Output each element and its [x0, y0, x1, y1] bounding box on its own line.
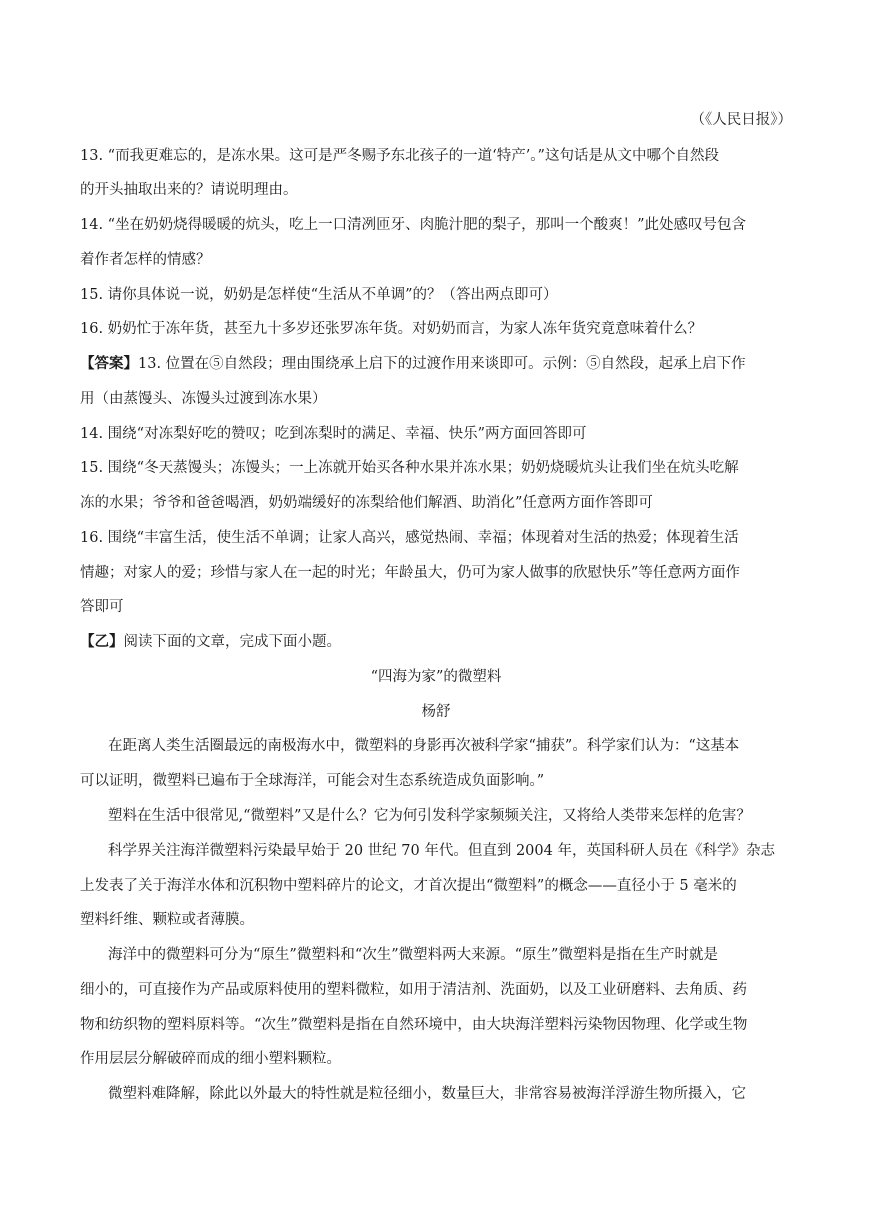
answer-15-line-2: 冻的水果；爷爷和爸爸喝酒，奶奶端缓好的冻梨给他们解酒、助消化”任意两方面作答即可 [80, 495, 653, 511]
question-14-line-1: 14. “坐在奶奶烧得暖暖的炕头，吃上一口清冽匝牙、肉脆汁肥的梨子，那叫一个酸爽！”此处感叹号包含 [80, 217, 746, 233]
article-line: 微塑料难降解，除此以外最大的特性就是粒径细小，数量巨大，非常容易被海洋浮游生物所摄入，它 [108, 1086, 746, 1102]
source-citation: （《人民日报》） [690, 112, 792, 128]
section-tag: 【乙】 [80, 633, 124, 650]
article-line: 上发表了关于海洋水体和沉积物中塑料碎片的论文，才首次提出“微塑料”的概念——直径小于 5 毫米的 [80, 878, 737, 894]
question-13-line-2: 的开头抽取出来的？请说明理由。 [80, 182, 298, 198]
section-intro: 【乙】阅读下面的文章，完成下面小题。 [80, 633, 341, 650]
answer-tag: 【答案】 [80, 355, 138, 372]
answer-13-line-2: 用（由蒸馒头、冻馒头过渡到冻水果） [80, 391, 327, 407]
answer-16-line-2: 情趣；对家人的爱；珍惜与家人在一起的时光；年龄虽大，仍可为家人做事的欣慰快乐”等任意两方面作 [80, 565, 740, 581]
article-line: 物和纺织物的塑料原料等。“次生”微塑料是指在自然环境中，由大块海洋塑料污染物因物理、化学或生物 [80, 1017, 748, 1033]
article-line: 塑料纤维、颗粒或者薄膜。 [80, 912, 254, 928]
question-15: 15. 请你具体说一说，奶奶是怎样使“生活从不单调”的？（答出两点即可） [80, 287, 558, 303]
article-line: 细小的，可直接作为产品或原料使用的塑料微粒，如用于清洁剂、洗面奶，以及工业研磨料、去角质、药 [80, 982, 747, 998]
answer-13-line-1: 【答案】13. 位置在⑤自然段；理由围绕承上启下的过渡作用来谈即可。示例：⑤自然段，起承上启下作 [80, 355, 746, 372]
article-line: 作用层层分解破碎而成的细小塑料颗粒。 [80, 1051, 341, 1067]
question-13-line-1: 13. “而我更难忘的，是冻水果。这可是严冬赐予东北孩子的一道‘特产’。”这句话是从文中哪个自然段 [80, 148, 719, 164]
article-line: 在距离人类生活圈最远的南极海水中，微塑料的身影再次被科学家“捕获”。科学家们认为：“这基本 [108, 738, 740, 754]
article-title: “四海为家”的微塑料 [370, 669, 502, 685]
article-line: 科学界关注海洋微塑料污染最早始于 20 世纪 70 年代。但直到 2004 年，英国科研人员在《科学》杂志 [108, 843, 775, 859]
article-line: 塑料在生活中很常见,“微塑料”又是什么？它为何引发科学家频频关注，又将给人类带来怎样的危害？ [108, 808, 751, 824]
article-line: 可以证明，微塑料已遍布于全球海洋，可能会对生态系统造成负面影响。” [80, 773, 545, 789]
answer-16-line-1: 16. 围绕“丰富生活，使生活不单调；让家人高兴，感觉热闹、幸福；体现着对生活的热爱；体现着生活 [80, 530, 739, 546]
question-16: 16. 奶奶忙于冻年货，甚至九十多岁还张罗冻年货。对奶奶而言，为家人冻年货究竟意味着什么？ [80, 321, 703, 337]
answer-14: 14. 围绕“对冻梨好吃的赞叹；吃到冻梨时的满足、幸福、快乐”两方面回答即可 [80, 426, 587, 442]
answer-16-line-3: 答即可 [80, 599, 124, 615]
answer-15-line-1: 15. 围绕“冬天蒸馒头；冻馒头；一上冻就开始买各种水果并冻水果；奶奶烧暖炕头让我们坐在炕头吃解 [80, 460, 739, 476]
question-14-line-2: 着作者怎样的情感？ [80, 252, 211, 268]
article-line: 海洋中的微塑料可分为“原生”微塑料和“次生”微塑料两大来源。“原生”微塑料是指在生产时就是 [108, 947, 718, 963]
article-author: 杨舒 [421, 704, 451, 720]
